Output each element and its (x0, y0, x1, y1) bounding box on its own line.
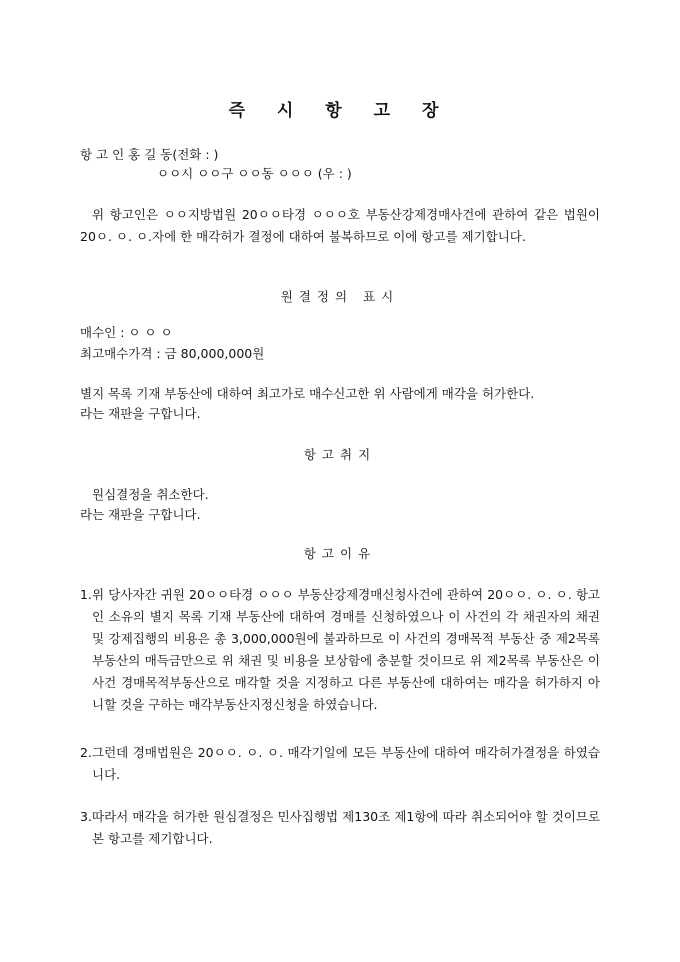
reason-item-3 (80, 806, 600, 850)
reason-item-1 (80, 584, 600, 716)
reason-text: 따라서 매각을 허가한 원심결정은 민사집행법 제130조 제1항에 따라 취소되어야 할 것이므로 본 항고를 제기합니다. (92, 809, 600, 846)
intro-paragraph: 위 항고인은 ㅇㅇ지방법원 20ㅇㅇ타경 ㅇㅇㅇ호 부동산강제경매사건에 관하여 같은 법원이 20ㅇ. ㅇ. ㅇ.자에 한 매각허가 결정에 대하여 불복하므로 이에 항고를 제기합니다. (80, 207, 600, 244)
section-heading-appeal-reasons: 항고이유 (303, 546, 377, 561)
reason-text: 그런데 경매법원은 20ㅇㅇ. ㅇ. ㅇ. 매각기일에 모든 부동산에 대하여 매각허가결정을 하였습니다. (92, 745, 600, 782)
section-heading-original-decision: 원결정의 표시 (280, 289, 400, 304)
reason-text: 위 당사자간 귀원 20ㅇㅇ타경 ㅇㅇㅇ 부동산강제경매신청사건에 관하여 20ㅇㅇ. ㅇ. ㅇ. 항고인 소유의 별지 목록 기재 부동산에 대하여 경매를 신청하였으나 이 사건의 각 채권자의 채권 및 강제집행의 비용은 총 3,000,000원에 불과하므로 이 사건의 경매목적 부동산 중 제2목록 부동산의 매득금만으로 위 채권 및 비용을 보상함에 충분할 것이므로 위 제2목록 부동산은 이 사건 경매목적부동산으로 매각할 것을 지정하고 다른 부동산에 대하여는 매각을 허가하지 아니할 것을 구하는 매각부동산지정신청을 하였습니다. (92, 587, 600, 712)
decision-line: 별지 목록 기재 부동산에 대하여 최고가로 매수신고한 위 사람에게 매각을 허가한다. (80, 386, 535, 401)
appeal-purpose-closing-line: 라는 재판을 구합니다. (80, 507, 201, 522)
reason-number: 2. (80, 745, 92, 760)
decision-closing-line: 라는 재판을 구합니다. (80, 406, 201, 421)
buyer-line: 매수인 : ㅇ ㅇ ㅇ (80, 325, 173, 340)
reason-number: 1. (80, 587, 92, 602)
section-heading-appeal-purpose: 항고취지 (303, 447, 377, 462)
max-price-line: 최고매수가격 : 금 80,000,000원 (80, 346, 265, 361)
document-title: 즉 시 항 고 장 (228, 101, 452, 121)
appeal-purpose-line: 원심결정을 취소한다. (92, 487, 209, 502)
reason-number: 3. (80, 809, 92, 824)
reason-item-2 (80, 742, 600, 786)
appellant-address-line: ㅇㅇ시 ㅇㅇ구 ㅇㅇ동 ㅇㅇㅇ (우 : ) (157, 166, 352, 181)
appellant-name-line: 항 고 인 홍 길 동(전화 : ) (80, 147, 219, 162)
